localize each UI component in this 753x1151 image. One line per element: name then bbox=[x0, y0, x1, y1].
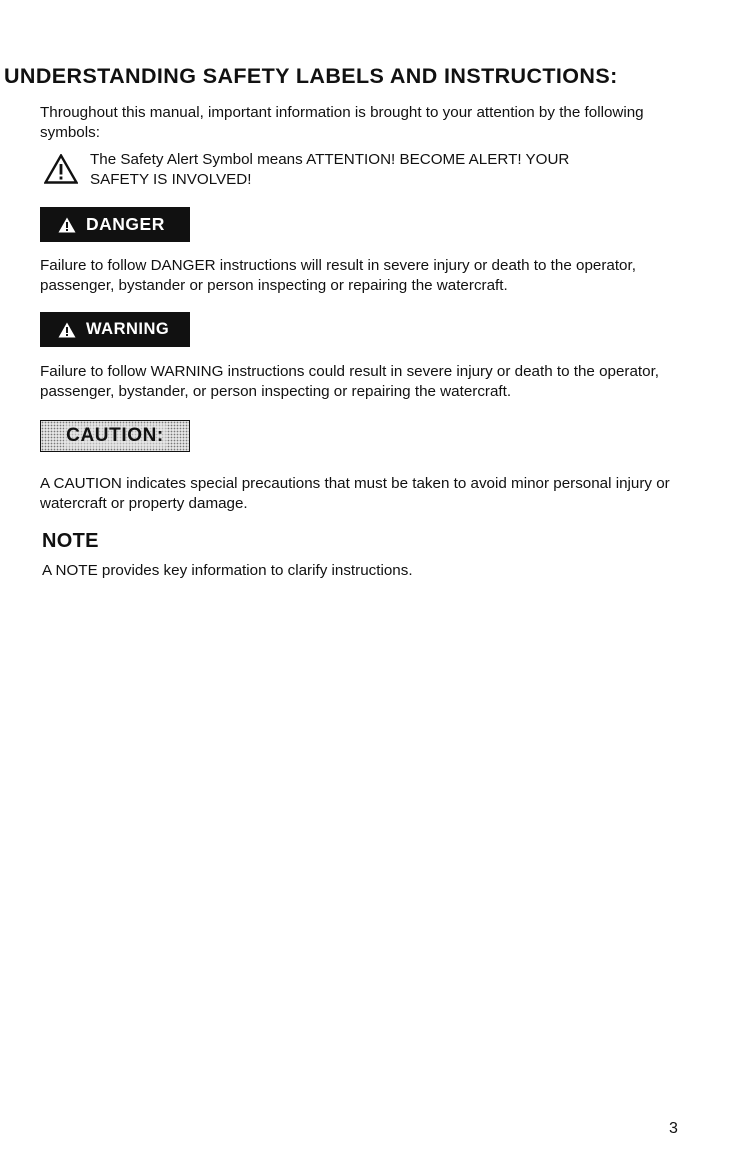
warning-triangle-icon bbox=[44, 154, 78, 184]
safety-alert-line-2: SAFETY IS INVOLVED! bbox=[90, 171, 252, 188]
safety-alert-text bbox=[90, 150, 690, 190]
note-heading: NOTE bbox=[42, 530, 99, 552]
page-title: UNDERSTANDING SAFETY LABELS AND INSTRUCTIONS: bbox=[4, 64, 618, 88]
caution-description: A CAUTION indicates special precautions that must be taken to avoid minor personal injury or watercraft or property damage. bbox=[40, 475, 670, 512]
caution-label bbox=[40, 420, 190, 452]
safety-alert-row bbox=[44, 150, 684, 194]
danger-label bbox=[40, 207, 190, 242]
warning-triangle-icon bbox=[58, 322, 76, 338]
warning-triangle-icon bbox=[58, 217, 76, 233]
danger-description: Failure to follow DANGER instructions will result in severe injury or death to the operator, passenger, bystander or person inspecting or repairing the watercraft. bbox=[40, 257, 636, 294]
note-description: A NOTE provides key information to clarify instructions. bbox=[42, 562, 413, 579]
intro-paragraph: Throughout this manual, important information is brought to your attention by the following symbols: bbox=[40, 104, 644, 141]
caution-label-text: CAUTION: bbox=[66, 425, 164, 446]
warning-description: Failure to follow WARNING instructions could result in severe injury or death to the operator, passenger, bystander, or person inspecting or repairing the watercraft. bbox=[40, 363, 660, 400]
page-number: 3 bbox=[669, 1120, 678, 1137]
warning-label bbox=[40, 312, 190, 347]
warning-label-text: WARNING bbox=[86, 320, 170, 338]
safety-alert-line-1: The Safety Alert Symbol means ATTENTION! BECOME ALERT! YOUR bbox=[90, 151, 570, 168]
danger-label-text: DANGER bbox=[86, 214, 165, 234]
